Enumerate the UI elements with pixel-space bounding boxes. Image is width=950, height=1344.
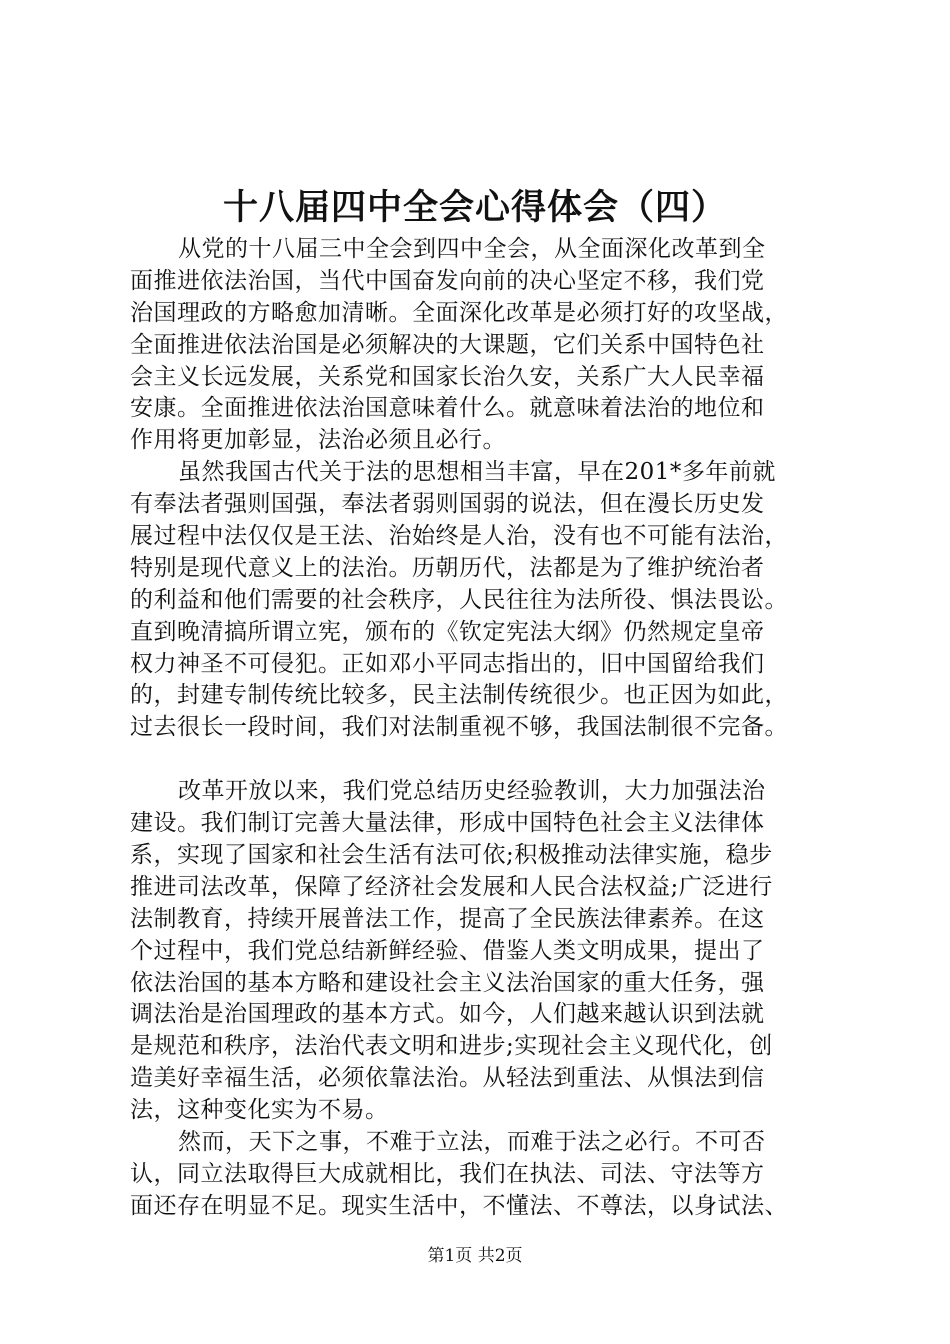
text-line: 治国理政的方略愈加清晰。全面深化改革是必须打好的攻坚战，: [130, 299, 788, 326]
text-line: 面推进依法治国，当代中国奋发向前的决心坚定不移，我们党: [130, 267, 765, 294]
text-line: 认，同立法取得巨大成就相比，我们在执法、司法、守法等方: [130, 1160, 765, 1187]
text-line: 调法治是治国理政的基本方式。如今，人们越来越认识到法就: [130, 1001, 765, 1028]
text-line: 有奉法者强则国强，奉法者弱则国弱的说法，但在漫长历史发: [130, 491, 765, 518]
page-footer: 第1页 共2页: [427, 1246, 523, 1266]
paragraph-1: [130, 234, 850, 457]
text-line: 作用将更加彰显，法治必须且必行。: [130, 427, 506, 454]
paragraph-spacer: [130, 744, 850, 776]
text-line: 依法治国的基本方略和建设社会主义法治国家的重大任务，强: [130, 969, 765, 996]
text-line: 法，这种变化实为不易。: [130, 1097, 389, 1124]
text-line: 法制教育，持续开展普法工作，提高了全民族法律素养。在这: [130, 905, 765, 932]
text-line: 会主义长远发展，关系党和国家长治久安，关系广大人民幸福: [130, 363, 765, 390]
text-line: 的利益和他们需要的社会秩序，人民往往为法所役、惧法畏讼。: [130, 586, 788, 613]
text-line: 然而，天下之事，不难于立法，而难于法之必行。不可否: [178, 1129, 766, 1156]
text-line: 建设。我们制订完善大量法律，形成中国特色社会主义法律体: [130, 810, 765, 837]
paragraph-3: [130, 776, 850, 1127]
paragraph-2: [130, 457, 850, 744]
document-body: [130, 234, 850, 1223]
text-line: 的，封建专制传统比较多，民主法制传统很少。也正因为如此，: [130, 682, 788, 709]
text-line: 展过程中法仅仅是王法、治始终是人治，没有也不可能有法治，: [130, 523, 788, 550]
text-line: 过去很长一段时间，我们对法制重视不够，我国法制很不完备。: [130, 714, 788, 741]
text-line: 安康。全面推进依法治国意味着什么。就意味着法治的地位和: [130, 395, 765, 422]
text-line: 是规范和秩序，法治代表文明和进步;实现社会主义现代化，创: [130, 1033, 773, 1060]
text-line: 造美好幸福生活，必须依靠法治。从轻法到重法、从惧法到信: [130, 1065, 765, 1092]
text-line: 面还存在明显不足。现实生活中，不懂法、不尊法，以身试法、: [130, 1192, 788, 1219]
text-line: 虽然我国古代关于法的思想相当丰富，早在201*多年前就: [178, 459, 776, 486]
text-line: 特别是现代意义上的法治。历朝历代，法都是为了维护统治者: [130, 554, 765, 581]
text-line: 权力神圣不可侵犯。正如邓小平同志指出的，旧中国留给我们: [130, 650, 765, 677]
text-line: 全面推进依法治国是必须解决的大课题，它们关系中国特色社: [130, 331, 765, 358]
text-line: 推进司法改革，保障了经济社会发展和人民合法权益;广泛进行: [130, 873, 773, 900]
text-line: 从党的十八届三中全会到四中全会，从全面深化改革到全: [178, 236, 766, 262]
text-line: 个过程中，我们党总结新鲜经验、借鉴人类文明成果，提出了: [130, 937, 765, 964]
text-line: 系，实现了国家和社会生活有法可依;积极推动法律实施，稳步: [130, 842, 773, 869]
text-line: 直到晚清搞所谓立宪，颁布的《钦定宪法大纲》仍然规定皇帝: [130, 618, 765, 645]
document-title: 十八届四中全会心得体会（四）: [222, 187, 727, 228]
text-line: 改革开放以来，我们党总结历史经验教训，大力加强法治: [178, 778, 766, 805]
paragraph-4: [130, 1127, 850, 1223]
